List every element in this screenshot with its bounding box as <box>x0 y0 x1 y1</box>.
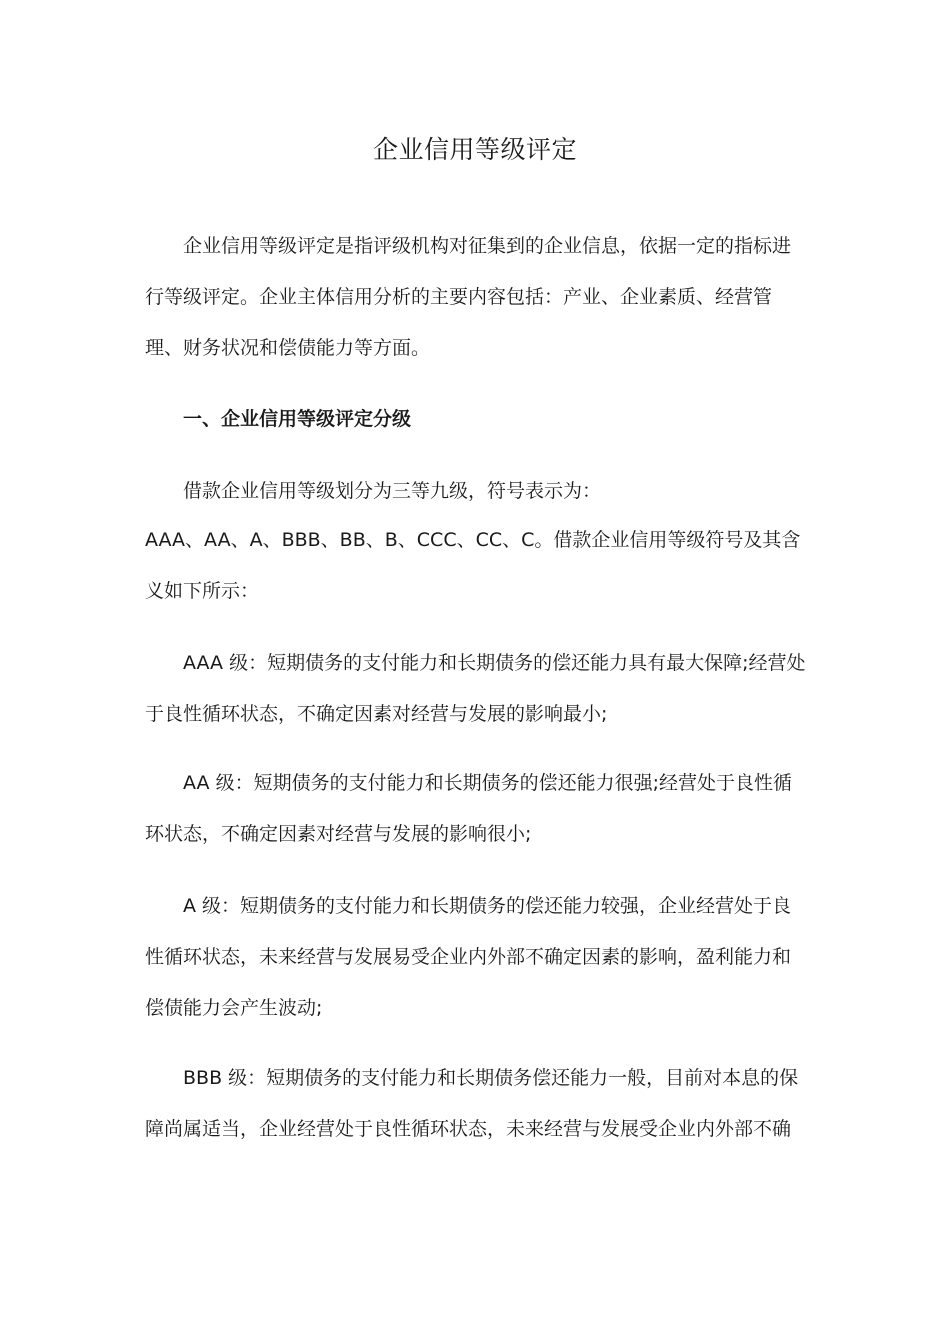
intro-paragraph: 企业信用等级评定是指评级机构对征集到的企业信息，依据一定的指标进行等级评定。企业主体信用分析的主要内容包括：产业、企业素质、经营管理、财务状况和偿债能力等方面。 <box>145 235 792 359</box>
grades-intro-line: 借款企业信用等级划分为三等九级，符号表示为： <box>183 480 602 502</box>
grade-a-paragraph: A 级：短期债务的支付能力和长期债务的偿还能力较强，企业经营处于良性循环状态，未来经营与发展易受企业内外部不确定因素的影响，盈利能力和偿债能力会产生波动; <box>145 895 792 1019</box>
section-heading: 一、企业信用等级评定分级 <box>183 408 412 430</box>
grade-aa-paragraph: AA 级：短期债务的支付能力和长期债务的偿还能力很强;经营处于良性循环状态，不确定因素对经营与发展的影响很小; <box>145 772 792 845</box>
grades-symbol-list: AAA、AA、A、BBB、BB、B、CCC、CC、C。借款企业信用等级符号及其含义如下所示： <box>145 529 801 602</box>
grade-bbb-paragraph: BBB 级：短期债务的支付能力和长期债务偿还能力一般，目前对本息的保障尚属适当，企业经营处于良性循环状态，未来经营与发展受企业内外部不确 <box>145 1067 799 1140</box>
document-title: 企业信用等级评定 <box>372 135 577 164</box>
grade-aaa-paragraph: AAA 级：短期债务的支付能力和长期债务的偿还能力具有最大保障;经营处于良性循环状态，不确定因素对经营与发展的影响最小; <box>145 652 806 725</box>
